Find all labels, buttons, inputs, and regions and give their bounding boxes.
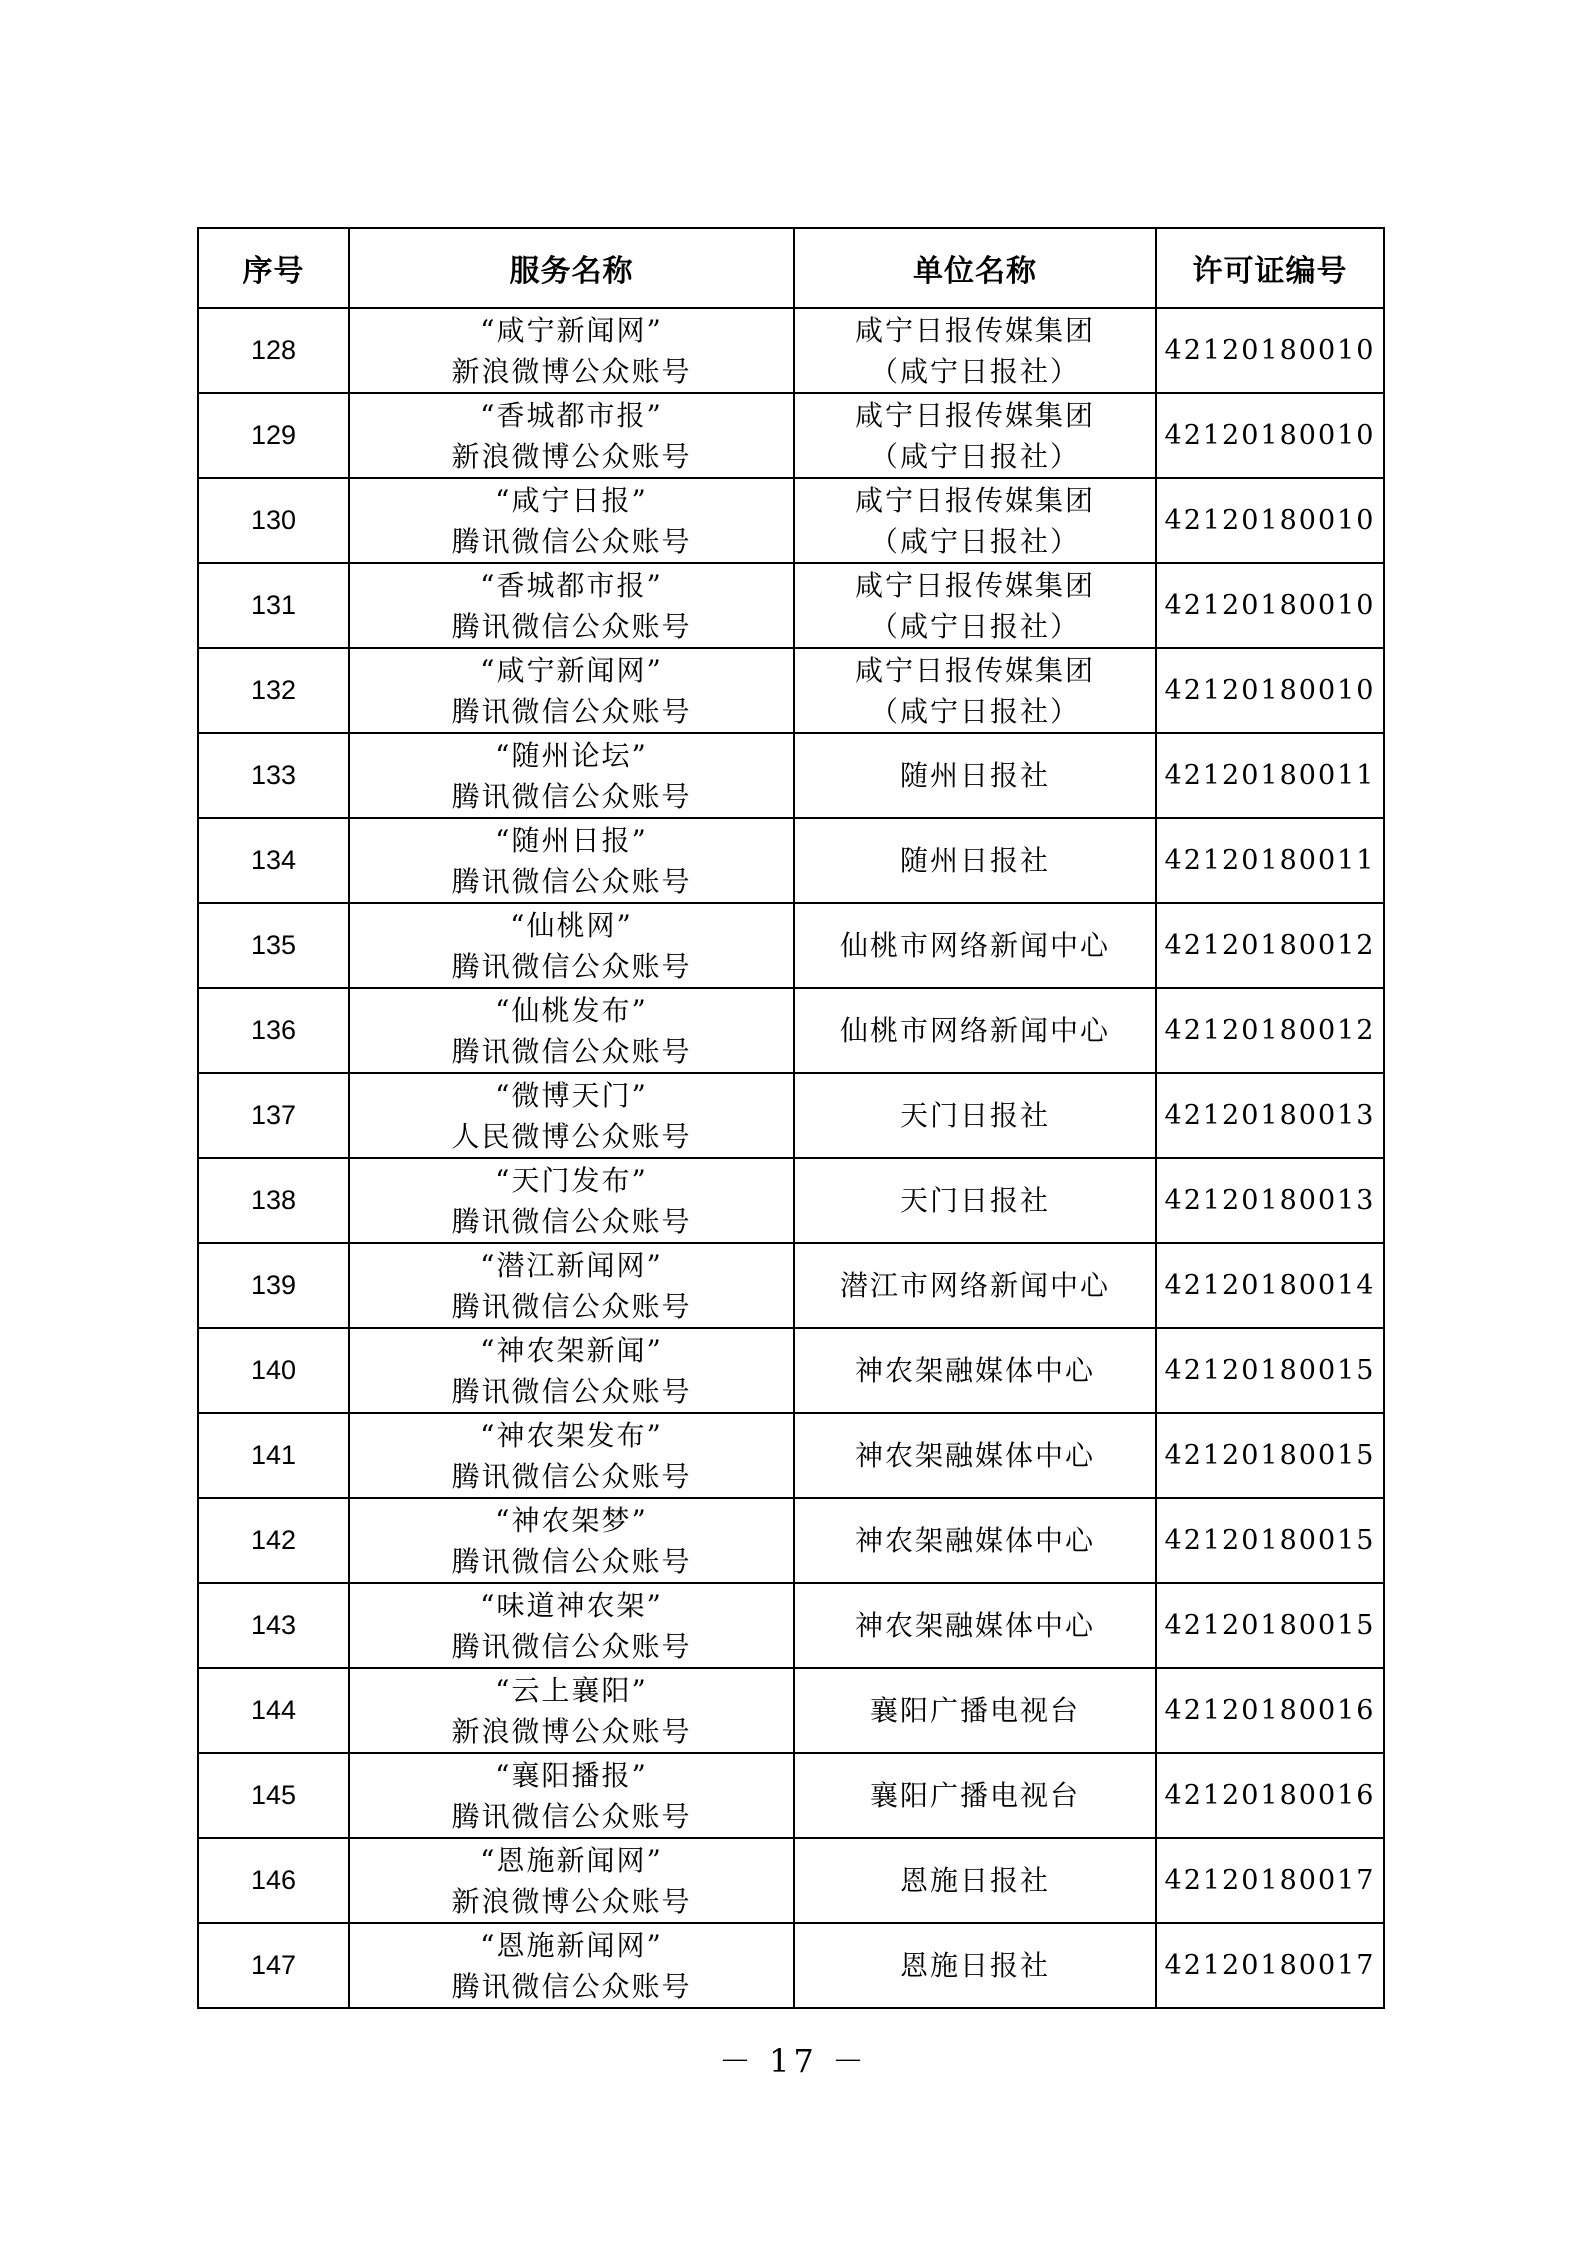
service-name-line: “恩施新闻网” bbox=[480, 1843, 663, 1877]
unit-name-line: 襄阳广播电视台 bbox=[869, 1779, 1080, 1812]
table-row bbox=[198, 1413, 1384, 1498]
unit-name-line: 仙桃市网络新闻中心 bbox=[839, 1014, 1110, 1047]
row-index: 137 bbox=[198, 1073, 349, 1158]
service-name-cell bbox=[349, 903, 794, 988]
service-name-line: 腾讯微信公众账号 bbox=[451, 1374, 692, 1408]
service-name-line: 腾讯微信公众账号 bbox=[451, 1969, 692, 2003]
table-row bbox=[198, 1158, 1384, 1243]
table-row bbox=[198, 1328, 1384, 1413]
unit-name-cell bbox=[794, 733, 1156, 818]
license-number: 42120180015 bbox=[1156, 1413, 1384, 1498]
table-row bbox=[198, 1583, 1384, 1668]
license-table bbox=[197, 227, 1385, 2009]
service-name-line: 新浪微博公众账号 bbox=[451, 1714, 692, 1748]
service-name-line: 腾讯微信公众账号 bbox=[451, 1289, 692, 1323]
service-name-cell bbox=[349, 1498, 794, 1583]
row-index: 135 bbox=[198, 903, 349, 988]
unit-name-cell bbox=[794, 1838, 1156, 1923]
table-row bbox=[198, 818, 1384, 903]
license-number: 42120180013 bbox=[1156, 1073, 1384, 1158]
license-number: 42120180010 bbox=[1156, 648, 1384, 733]
service-name-line: “仙桃发布” bbox=[495, 993, 648, 1027]
service-name-cell bbox=[349, 648, 794, 733]
license-number: 42120180010 bbox=[1156, 393, 1384, 478]
table-row bbox=[198, 563, 1384, 648]
unit-name-cell bbox=[794, 308, 1156, 393]
license-number: 42120180017 bbox=[1156, 1838, 1384, 1923]
row-index: 146 bbox=[198, 1838, 349, 1923]
service-name-cell bbox=[349, 478, 794, 563]
unit-name-line: 随州日报社 bbox=[899, 844, 1050, 877]
table-row bbox=[198, 478, 1384, 563]
license-number: 42120180015 bbox=[1156, 1498, 1384, 1583]
service-name-cell bbox=[349, 1923, 794, 2008]
unit-name-cell bbox=[794, 1583, 1156, 1668]
license-number: 42120180012 bbox=[1156, 903, 1384, 988]
page-number: － 17 － bbox=[718, 2042, 869, 2080]
unit-name-line: 咸宁日报传媒集团 bbox=[854, 568, 1095, 602]
service-name-cell bbox=[349, 733, 794, 818]
service-name-line: 人民微博公众账号 bbox=[451, 1119, 692, 1153]
row-index: 144 bbox=[198, 1668, 349, 1753]
service-name-line: 新浪微博公众账号 bbox=[451, 1884, 692, 1918]
row-index: 134 bbox=[198, 818, 349, 903]
license-number: 42120180015 bbox=[1156, 1328, 1384, 1413]
unit-name-line: 咸宁日报传媒集团 bbox=[854, 313, 1095, 347]
table-row bbox=[198, 1243, 1384, 1328]
service-name-line: 腾讯微信公众账号 bbox=[451, 524, 692, 558]
service-name-cell bbox=[349, 1668, 794, 1753]
service-name-cell bbox=[349, 1838, 794, 1923]
table-body bbox=[198, 308, 1384, 2008]
table-header-row bbox=[198, 228, 1384, 308]
unit-name-line: 恩施日报社 bbox=[899, 1949, 1050, 1982]
service-name-line: 腾讯微信公众账号 bbox=[451, 864, 692, 898]
service-name-cell bbox=[349, 1413, 794, 1498]
service-name-line: 腾讯微信公众账号 bbox=[451, 1459, 692, 1493]
row-index: 139 bbox=[198, 1243, 349, 1328]
service-name-line: “襄阳播报” bbox=[495, 1758, 648, 1792]
table-row bbox=[198, 393, 1384, 478]
unit-name-line: （咸宁日报社） bbox=[869, 524, 1080, 558]
unit-name-line: （咸宁日报社） bbox=[869, 354, 1080, 388]
service-name-line: 新浪微博公众账号 bbox=[451, 439, 692, 473]
service-name-line: “神农架新闻” bbox=[480, 1333, 663, 1367]
service-name-cell bbox=[349, 308, 794, 393]
table-row bbox=[198, 903, 1384, 988]
row-index: 143 bbox=[198, 1583, 349, 1668]
service-name-cell bbox=[349, 1328, 794, 1413]
service-name-line: 腾讯微信公众账号 bbox=[451, 694, 692, 728]
unit-name-line: （咸宁日报社） bbox=[869, 609, 1080, 643]
unit-name-cell bbox=[794, 563, 1156, 648]
unit-name-line: 咸宁日报传媒集团 bbox=[854, 653, 1095, 687]
service-name-line: “云上襄阳” bbox=[495, 1673, 648, 1707]
unit-name-cell bbox=[794, 393, 1156, 478]
service-name-line: “随州日报” bbox=[495, 823, 648, 857]
license-number: 42120180010 bbox=[1156, 478, 1384, 563]
unit-name-line: 天门日报社 bbox=[899, 1099, 1050, 1132]
service-name-cell bbox=[349, 818, 794, 903]
service-name-line: “神农架梦” bbox=[495, 1503, 648, 1537]
table-row bbox=[198, 1498, 1384, 1583]
license-number: 42120180011 bbox=[1156, 733, 1384, 818]
unit-name-line: （咸宁日报社） bbox=[869, 439, 1080, 473]
service-name-line: 腾讯微信公众账号 bbox=[451, 1629, 692, 1663]
unit-name-cell bbox=[794, 478, 1156, 563]
service-name-line: “香城都市报” bbox=[480, 398, 663, 432]
unit-name-line: （咸宁日报社） bbox=[869, 694, 1080, 728]
row-index: 140 bbox=[198, 1328, 349, 1413]
unit-name-line: 天门日报社 bbox=[899, 1184, 1050, 1217]
license-number: 42120180014 bbox=[1156, 1243, 1384, 1328]
unit-name-cell bbox=[794, 1158, 1156, 1243]
license-number: 42120180016 bbox=[1156, 1668, 1384, 1753]
license-number: 42120180010 bbox=[1156, 563, 1384, 648]
row-index: 147 bbox=[198, 1923, 349, 2008]
license-number: 42120180011 bbox=[1156, 818, 1384, 903]
row-index: 141 bbox=[198, 1413, 349, 1498]
unit-name-line: 神农架融媒体中心 bbox=[854, 1524, 1095, 1557]
license-number: 42120180013 bbox=[1156, 1158, 1384, 1243]
row-index: 130 bbox=[198, 478, 349, 563]
table-row bbox=[198, 1838, 1384, 1923]
unit-name-cell bbox=[794, 1668, 1156, 1753]
service-name-line: 新浪微博公众账号 bbox=[451, 354, 692, 388]
row-index: 132 bbox=[198, 648, 349, 733]
service-name-line: 腾讯微信公众账号 bbox=[451, 949, 692, 983]
unit-name-line: 潜江市网络新闻中心 bbox=[839, 1269, 1110, 1302]
unit-name-cell bbox=[794, 1328, 1156, 1413]
service-name-cell bbox=[349, 563, 794, 648]
service-name-line: 腾讯微信公众账号 bbox=[451, 1799, 692, 1833]
service-name-cell bbox=[349, 393, 794, 478]
service-name-line: 腾讯微信公众账号 bbox=[451, 1034, 692, 1068]
row-index: 129 bbox=[198, 393, 349, 478]
row-index: 145 bbox=[198, 1753, 349, 1838]
unit-name-cell bbox=[794, 648, 1156, 733]
header-unit-name: 单位名称 bbox=[794, 228, 1156, 308]
service-name-cell bbox=[349, 1073, 794, 1158]
service-name-line: “仙桃网” bbox=[510, 908, 633, 942]
service-name-line: 腾讯微信公众账号 bbox=[451, 1544, 692, 1578]
unit-name-cell bbox=[794, 818, 1156, 903]
service-name-cell bbox=[349, 1158, 794, 1243]
row-index: 142 bbox=[198, 1498, 349, 1583]
service-name-cell bbox=[349, 1753, 794, 1838]
table-row bbox=[198, 1923, 1384, 2008]
unit-name-line: 神农架融媒体中心 bbox=[854, 1609, 1095, 1642]
service-name-line: “咸宁新闻网” bbox=[480, 313, 663, 347]
service-name-line: “恩施新闻网” bbox=[480, 1928, 663, 1962]
unit-name-line: 随州日报社 bbox=[899, 759, 1050, 792]
header-index: 序号 bbox=[198, 228, 349, 308]
service-name-line: “随州论坛” bbox=[495, 738, 648, 772]
service-name-line: “咸宁日报” bbox=[495, 483, 648, 517]
table-row bbox=[198, 733, 1384, 818]
header-license-number: 许可证编号 bbox=[1156, 228, 1384, 308]
unit-name-line: 襄阳广播电视台 bbox=[869, 1694, 1080, 1727]
row-index: 138 bbox=[198, 1158, 349, 1243]
service-name-line: 腾讯微信公众账号 bbox=[451, 779, 692, 813]
unit-name-line: 恩施日报社 bbox=[899, 1864, 1050, 1897]
table-row bbox=[198, 308, 1384, 393]
service-name-line: “潜江新闻网” bbox=[480, 1248, 663, 1282]
service-name-line: “香城都市报” bbox=[480, 568, 663, 602]
unit-name-cell bbox=[794, 1498, 1156, 1583]
service-name-cell bbox=[349, 1243, 794, 1328]
unit-name-cell bbox=[794, 1413, 1156, 1498]
service-name-line: “天门发布” bbox=[495, 1163, 648, 1197]
row-index: 128 bbox=[198, 308, 349, 393]
table-row bbox=[198, 1668, 1384, 1753]
unit-name-cell bbox=[794, 1243, 1156, 1328]
license-number: 42120180016 bbox=[1156, 1753, 1384, 1838]
row-index: 133 bbox=[198, 733, 349, 818]
table-row bbox=[198, 1073, 1384, 1158]
unit-name-cell bbox=[794, 903, 1156, 988]
header-service-name: 服务名称 bbox=[349, 228, 794, 308]
service-name-line: 腾讯微信公众账号 bbox=[451, 1204, 692, 1238]
table-row bbox=[198, 1753, 1384, 1838]
service-name-line: “神农架发布” bbox=[480, 1418, 663, 1452]
row-index: 131 bbox=[198, 563, 349, 648]
unit-name-line: 咸宁日报传媒集团 bbox=[854, 398, 1095, 432]
unit-name-cell bbox=[794, 1073, 1156, 1158]
unit-name-cell bbox=[794, 988, 1156, 1073]
unit-name-cell bbox=[794, 1753, 1156, 1838]
unit-name-line: 咸宁日报传媒集团 bbox=[854, 483, 1095, 517]
license-number: 42120180017 bbox=[1156, 1923, 1384, 2008]
unit-name-line: 仙桃市网络新闻中心 bbox=[839, 929, 1110, 962]
unit-name-line: 神农架融媒体中心 bbox=[854, 1439, 1095, 1472]
service-name-line: “微博天门” bbox=[495, 1078, 648, 1112]
unit-name-cell bbox=[794, 1923, 1156, 2008]
service-name-line: 腾讯微信公众账号 bbox=[451, 609, 692, 643]
row-index: 136 bbox=[198, 988, 349, 1073]
service-name-cell bbox=[349, 1583, 794, 1668]
service-name-line: “咸宁新闻网” bbox=[480, 653, 663, 687]
license-number: 42120180012 bbox=[1156, 988, 1384, 1073]
license-number: 42120180010 bbox=[1156, 308, 1384, 393]
service-name-line: “味道神农架” bbox=[480, 1588, 663, 1622]
service-name-cell bbox=[349, 988, 794, 1073]
license-number: 42120180015 bbox=[1156, 1583, 1384, 1668]
unit-name-line: 神农架融媒体中心 bbox=[854, 1354, 1095, 1387]
table-row bbox=[198, 988, 1384, 1073]
table-row bbox=[198, 648, 1384, 733]
